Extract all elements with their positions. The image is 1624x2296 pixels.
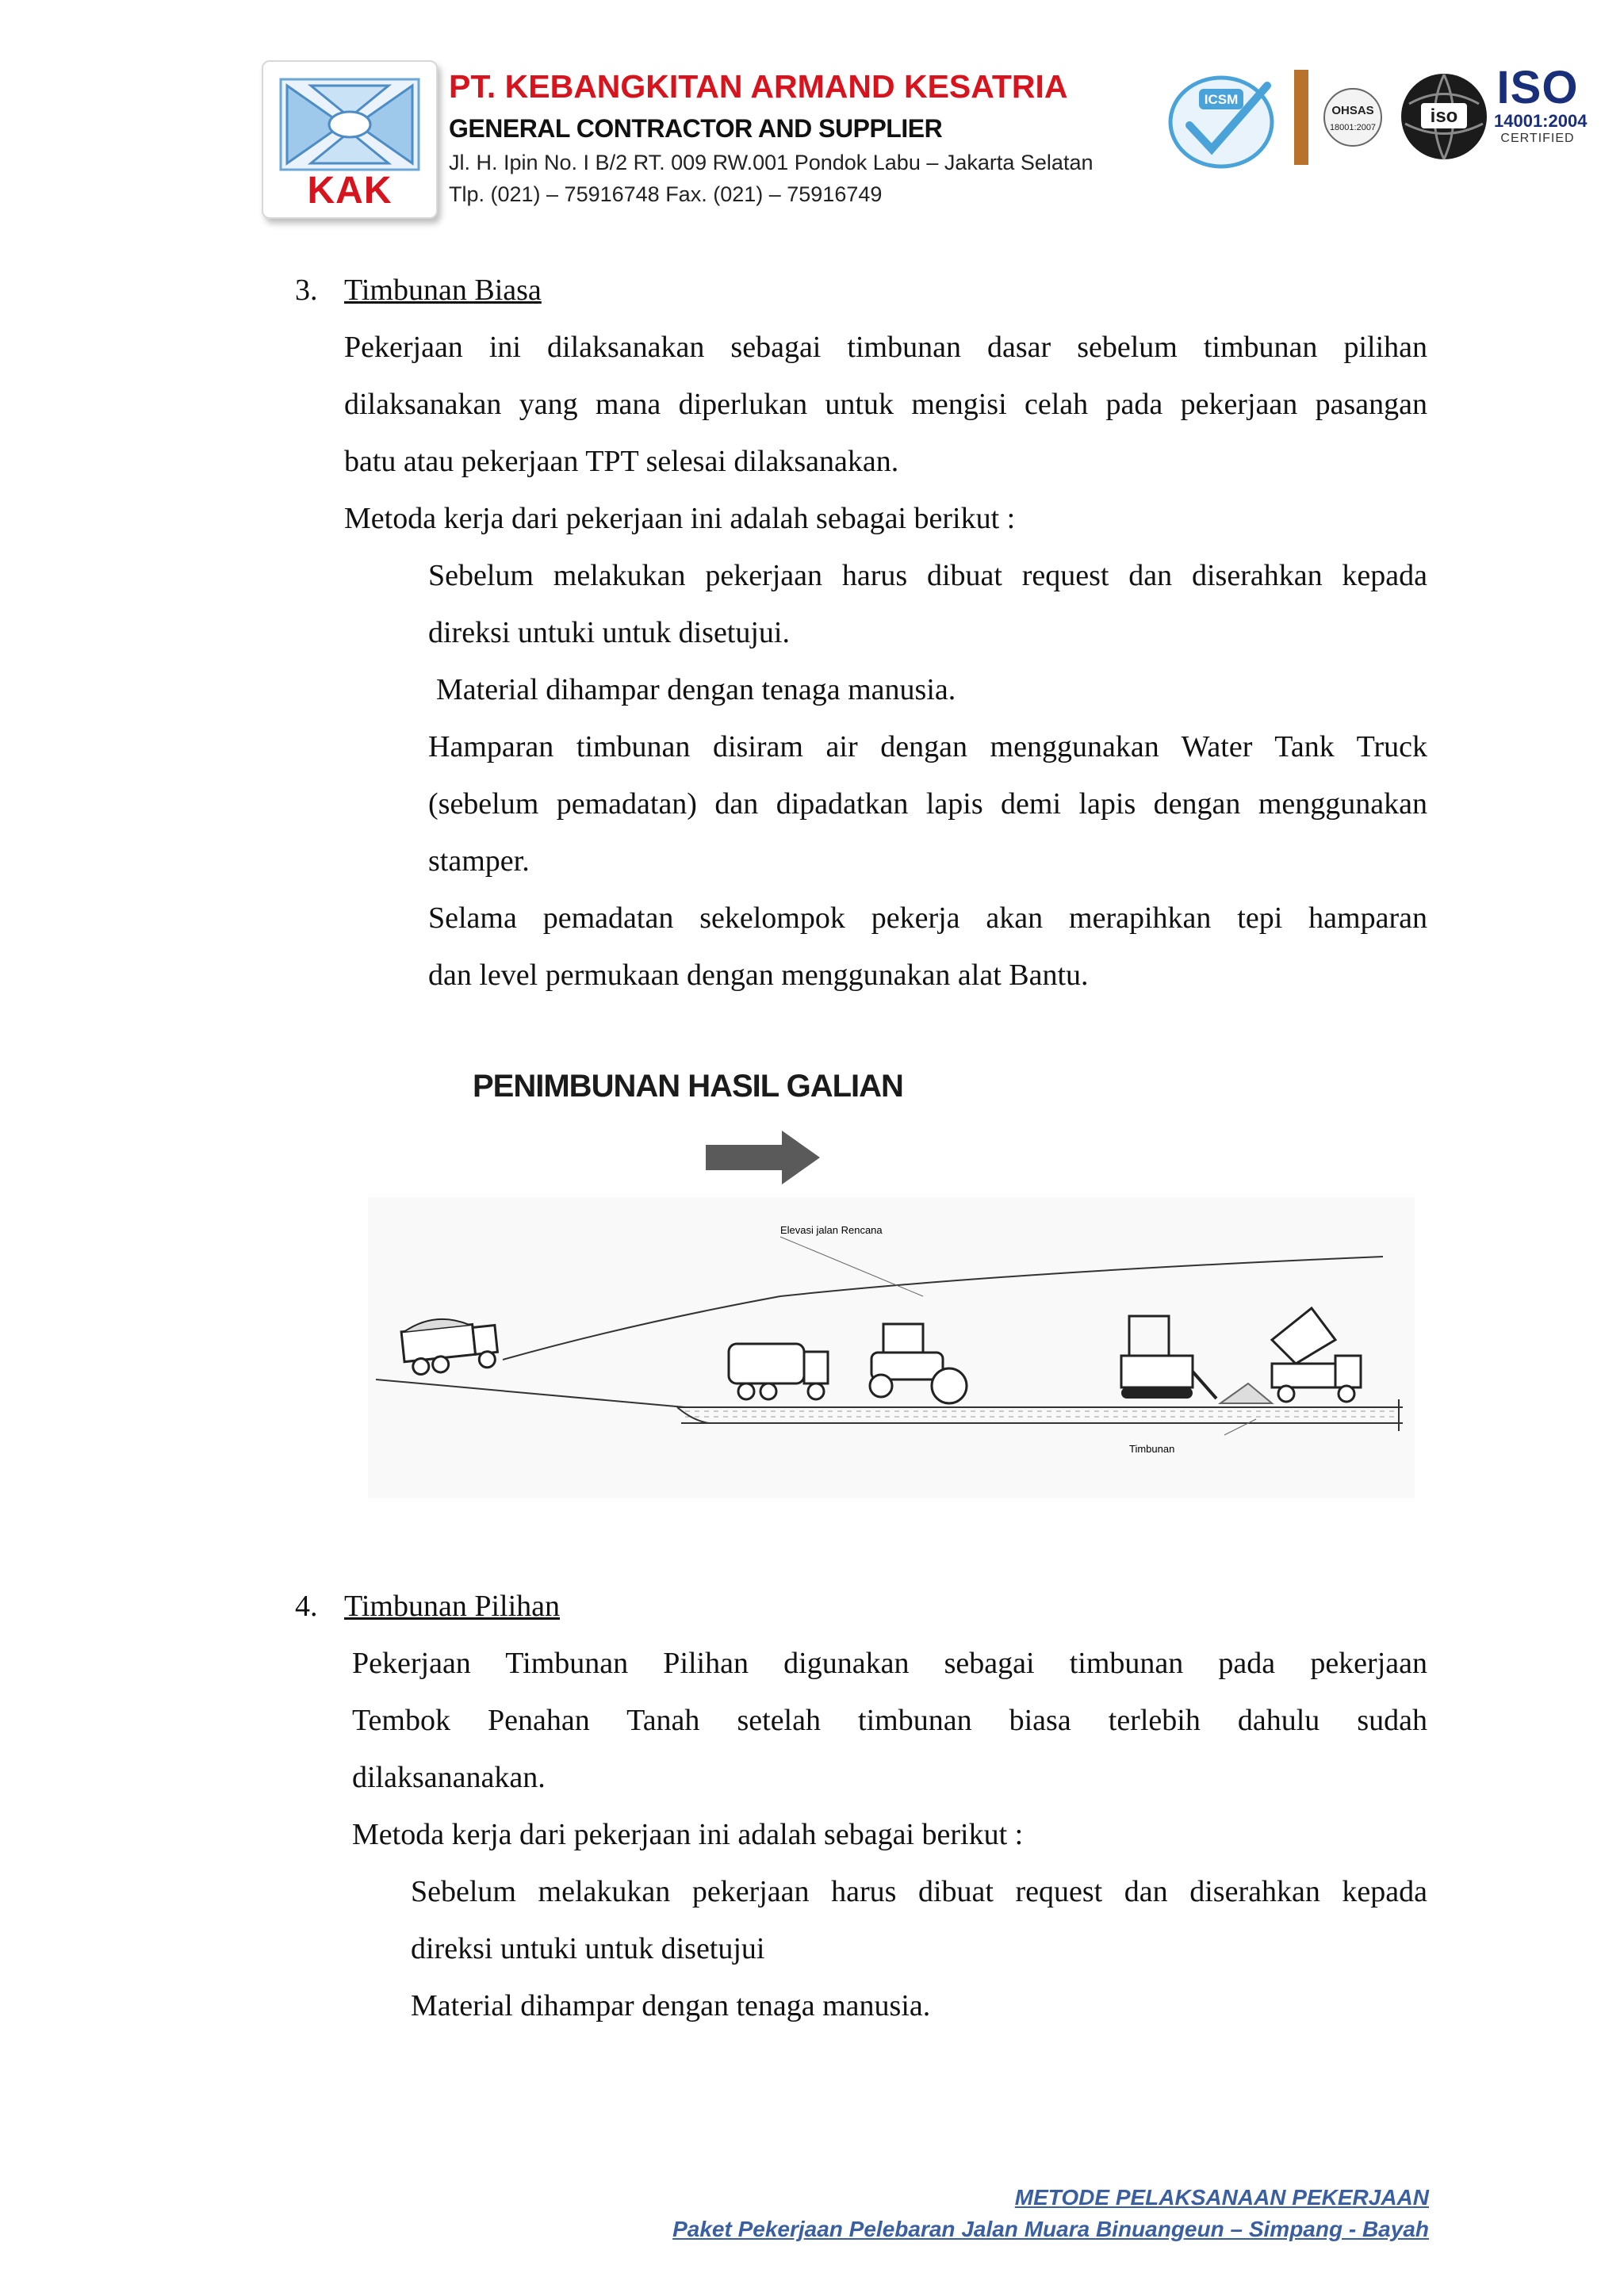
step-line: Sebelum melakukan pekerjaan harus dibuat request dan diserahkan kepada (428, 559, 1427, 592)
method-intro: Metoda kerja dari pekerjaan ini adalah sebagai berikut : (352, 1818, 1024, 1851)
footer-project (672, 2217, 1429, 2242)
step-line: Material dihampar dengan tenaga manusia. (411, 1989, 931, 2022)
section-3-title: Timbunan Biasa (344, 274, 542, 307)
step-line: Selama pemadatan sekelompok pekerja akan merapihkan tepi hamparan (428, 901, 1427, 935)
company-address: Jl. H. Ipin No. I B/2 RT. 009 RW.001 Pondok Labu – Jakarta Selatan (449, 151, 1094, 174)
step-line: dan level permukaan dengan menggunakan alat Bantu. (428, 959, 1089, 992)
step-line: direksi untuki untuk disetujui. (428, 616, 790, 649)
section-3-paragraph (344, 319, 1427, 547)
label-elevation: Elevasi jalan Rencana (780, 1224, 883, 1236)
paragraph-line: Tembok Penahan Tanah setelah timbunan biasa terlebih dahulu sudah (352, 1704, 1427, 1737)
step-line: Hamparan timbunan disiram air dengan menggunakan Water Tank Truck (428, 730, 1427, 763)
company-subtitle: GENERAL CONTRACTOR AND SUPPLIER (449, 114, 943, 143)
section-3-number: 3. (295, 274, 318, 307)
section-4-number: 4. (295, 1590, 318, 1623)
ohsas-label: OHSAS (1331, 104, 1374, 117)
section-4-title: Timbunan Pilihan (344, 1590, 561, 1623)
section-4-heading (295, 1578, 560, 1635)
iso-14001-badge (1494, 62, 1588, 146)
company-phone: Tlp. (021) – 75916748 Fax. (021) – 75916749 (449, 182, 883, 206)
section-4-paragraph (352, 1635, 1427, 1863)
company-name: PT. KEBANGKITAN ARMAND KESATRIA (449, 68, 1068, 105)
figure-title: PENIMBUNAN HASIL GALIAN (473, 1069, 903, 1104)
paragraph-line: dilaksanakan yang mana diperlukan untuk mengisi celah pada pekerjaan pasangan (344, 388, 1427, 421)
ohsas-badge-icon (1291, 67, 1389, 168)
footer-title (1015, 2185, 1429, 2210)
paragraph-line: batu atau pekerjaan TPT selesai dilaksanakan. (344, 445, 899, 478)
label-fill: Timbunan (1129, 1443, 1175, 1455)
iso-small-label: iso (1430, 105, 1458, 127)
paragraph-line: Pekerjaan ini dilaksanakan sebagai timbunan dasar sebelum timbunan pilihan (344, 331, 1427, 364)
iso-number: 14001:2004 (1494, 111, 1588, 131)
paragraph-line: Pekerjaan Timbunan Pilihan digunakan sebagai timbunan pada pekerjaan (352, 1647, 1427, 1680)
step-line: Material dihampar dengan tenaga manusia. (436, 673, 956, 706)
logo-kak-text: KAK (307, 170, 393, 212)
step-line: direksi untuki untuk disetujui (411, 1932, 765, 1965)
earthwork-diagram (368, 1197, 1415, 1498)
company-logo (262, 60, 438, 219)
icsm-label: ICSM (1204, 92, 1239, 107)
iso-globe-badge-icon (1397, 68, 1491, 165)
arrow-right-icon (703, 1127, 823, 1188)
paragraph-line: dilaksananakan. (352, 1761, 546, 1794)
ohsas-number: 18001:2007 (1329, 123, 1377, 132)
iso-certified-label: CERTIFIED (1500, 132, 1575, 145)
iso-big-label: ISO (1496, 62, 1579, 113)
kak-logo-icon (279, 78, 420, 171)
section-3-heading (295, 262, 542, 319)
step-line: (sebelum pemadatan) dan dipadatkan lapis demi lapis dengan menggunakan (428, 787, 1427, 821)
footer-line-1: METODE PELAKSANAAN PEKERJAAN (1014, 2185, 1429, 2210)
step-line: Sebelum melakukan pekerjaan harus dibuat request dan diserahkan kepada (411, 1875, 1427, 1908)
section-3-steps (428, 547, 1427, 1004)
icsm-badge-icon (1166, 70, 1283, 171)
section-4-steps (411, 1863, 1427, 2034)
step-line: stamper. (428, 844, 530, 878)
footer-line-2: Paket Pekerjaan Pelebaran Jalan Muara Binuangeun – Simpang - Bayah (672, 2217, 1429, 2241)
method-intro: Metoda kerja dari pekerjaan ini adalah sebagai berikut : (344, 502, 1016, 535)
